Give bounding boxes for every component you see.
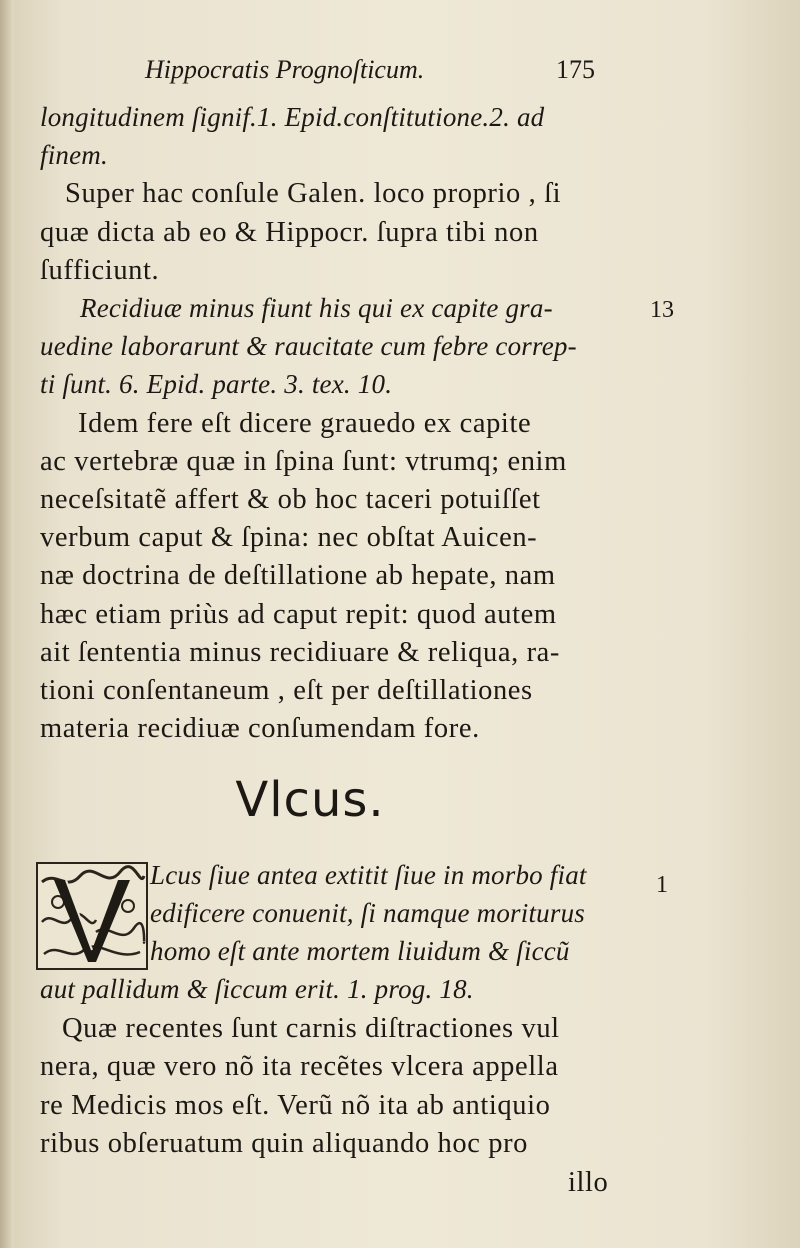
text-line: ti ſunt. 6. Epid. parte. 3. tex. 10. [40,369,393,400]
text-line: hæc etiam priùs ad caput repit: quod autem [40,598,557,630]
text-line: tioni conſentaneum , eſt per deſtillationes [40,675,533,706]
text-line: ait ſententia minus recidiuare & reliqua, ra- [40,636,561,668]
text-line: næ doctrina de deſtillatione ab hepate, nam [40,560,556,592]
text-line: finem. [40,140,108,171]
text-line: Super hac conſule Galen. loco proprio , ſi [65,178,562,210]
margin-note-1: 1 [656,872,668,898]
page-gutter [0,0,14,1248]
text-line: ribus obſeruatum quin aliquando hoc pro [40,1128,529,1159]
text-line: verbum caput & ſpina: nec obſtat Auicen- [40,522,538,554]
text-line: ſufficiunt. [40,254,160,286]
text-line: nera, quæ vero nõ ita recẽtes vlcera appella [40,1051,559,1082]
text-line: quæ dicta ab eo & Hippocr. ſupra tibi non [40,216,539,248]
text-line: aut pallidum & ſiccum erit. 1. prog. 18. [40,974,474,1004]
section-heading: Vlcus. [235,772,385,828]
text-line: homo eſt ante mortem liuidum & ſiccũ [150,936,570,966]
ornamental-initial-v-icon [36,862,148,970]
text-line: edificere conuenit, ſi namque moriturus [150,898,585,928]
text-line: longitudinem ſignif.1. Epid.conſtitutione.2. ad [40,102,545,132]
text-line: Quæ recentes ſunt carnis diſtractiones vul [62,1012,560,1044]
text-line: materia recidiuæ conſumendam fore. [40,713,480,745]
running-head: Hippocratis Prognoſticum. [145,55,425,84]
margin-note-13: 13 [650,297,674,323]
text-line: Lcus ſiue antea extitit ſiue in morbo fiat [150,860,587,890]
page-number: 175 [556,55,595,84]
text-line: Recidiuæ minus fiunt his qui ex capite gra- [80,293,553,323]
text-line: re Medicis mos eſt. Verũ nõ ita ab antiquio [40,1089,551,1121]
text-line: ac vertebræ quæ in ſpina ſunt: vtrumq; enim [40,445,567,477]
text-line: illo [568,1166,609,1198]
text-line: neceſsitatẽ affert & ob hoc taceri potuiſſet [40,484,541,515]
text-line: Idem fere eſt dicere grauedo ex capite [78,407,532,439]
text-line: uedine laborarunt & raucitate cum febre correp- [40,331,577,362]
